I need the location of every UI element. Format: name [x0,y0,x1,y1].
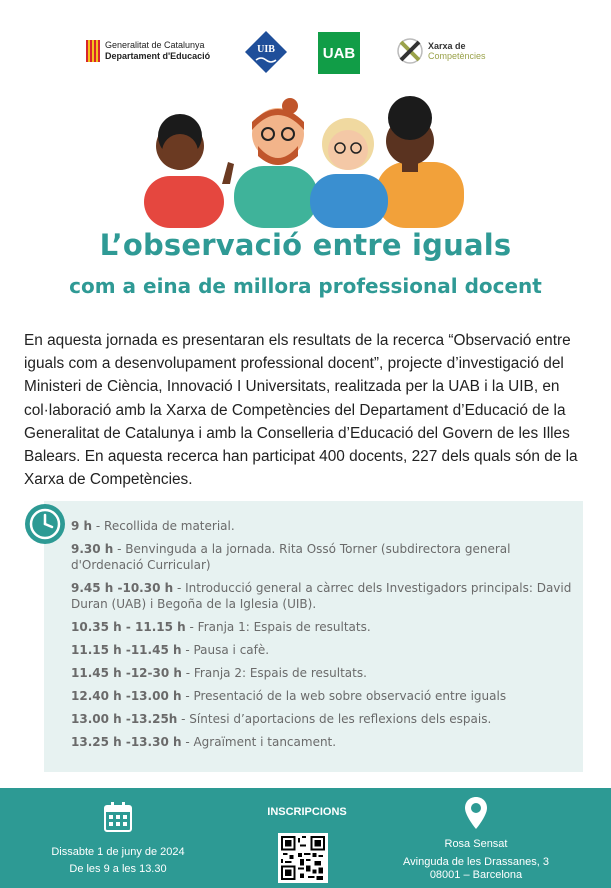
schedule-item: 9.30 h - Benvinguda a la jornada. Rita Ossó Torner (subdirectora general d'Ordenació Curricular) [71,542,511,572]
xarxa-mark-icon [396,36,424,66]
person-1 [144,114,224,228]
person-2 [234,98,318,228]
intro-paragraph: En aquesta jornada es presentaran els resultats de la recerca “Observació entre iguals com a desenvolupament professional docent”, projecte d’investigació del Ministeri de Ciència, Innovació I Universitats, realitzada per la UAB i la UIB, en col·laboració amb la Xarxa de Competències del Departament d’Educació de la Generalitat de Catalunya i amb la Conselleria d’Educació del Govern de les Illes Balears. En aquesta recerca han participat 400 docents, 227 dels quals són de la Xarxa de Competències. [24,332,578,489]
event-hours: De les 9 a les 13.30 [69,863,167,875]
generalitat-logo [86,40,210,62]
schedule-list [71,518,581,757]
venue-name: Rosa Sensat [444,838,508,850]
pointing-hand [222,162,234,184]
inscriptions-label: INSCRIPCIONS [267,806,347,818]
xarxa-competencies-logo [396,36,486,66]
senyera-icon [86,40,100,62]
clock-icon [24,503,66,545]
schedule-item: 11.15 h -11.45 h - Pausa i cafè. [71,643,270,657]
calendar-icon [104,802,132,832]
schedule-item: 9.45 h -10.30 h - Introducció general a càrrec dels Investigadors principals: David Duran (UAB) i Begoña de la Iglesia (UIB). [71,581,572,611]
person-3 [310,118,388,228]
people-illustration [140,96,470,228]
gencat-line2: Departament d'Educació [105,51,211,61]
qr-code[interactable] [278,833,328,883]
logo-bar [0,30,611,76]
schedule-item: 12.40 h -13.00 h - Presentació de la web sobre observació entre iguals [71,689,507,703]
qr-code-graphic [281,836,325,880]
schedule-item: 13.00 h -13.25h - Síntesi d’aportacions de les reflexions dels espais. [71,712,492,726]
xarxa-line2: Competències [428,51,486,61]
person-4 [376,96,464,228]
gencat-line1: Generalitat de Catalunya [105,40,205,50]
venue-address: Avinguda de les Drassanes, 3 [403,856,549,868]
uib-text: UIB [257,44,275,55]
page-subtitle: com a eina de millora professional docent [69,274,542,298]
schedule-item: 11.45 h -12-30 h - Franja 2: Espais de resultats. [71,666,367,680]
schedule-item: 10.35 h - 11.15 h - Franja 1: Espais de resultats. [71,620,371,634]
location-pin-icon [464,796,488,830]
event-date: Dissabte 1 de juny de 2024 [51,846,185,858]
venue-postcode-city: 08001 – Barcelona [429,869,523,881]
page-title: L’observació entre iguals [99,228,512,262]
schedule-item: 9 h - Recollida de material. [71,519,235,533]
uab-logo: UAB [318,32,360,74]
schedule-item: 13.25 h -13.30 h - Agraïment i tancament. [71,735,337,749]
uib-logo [244,30,288,74]
footer-bar [0,788,611,888]
xarxa-line1: Xarxa de [428,41,466,51]
